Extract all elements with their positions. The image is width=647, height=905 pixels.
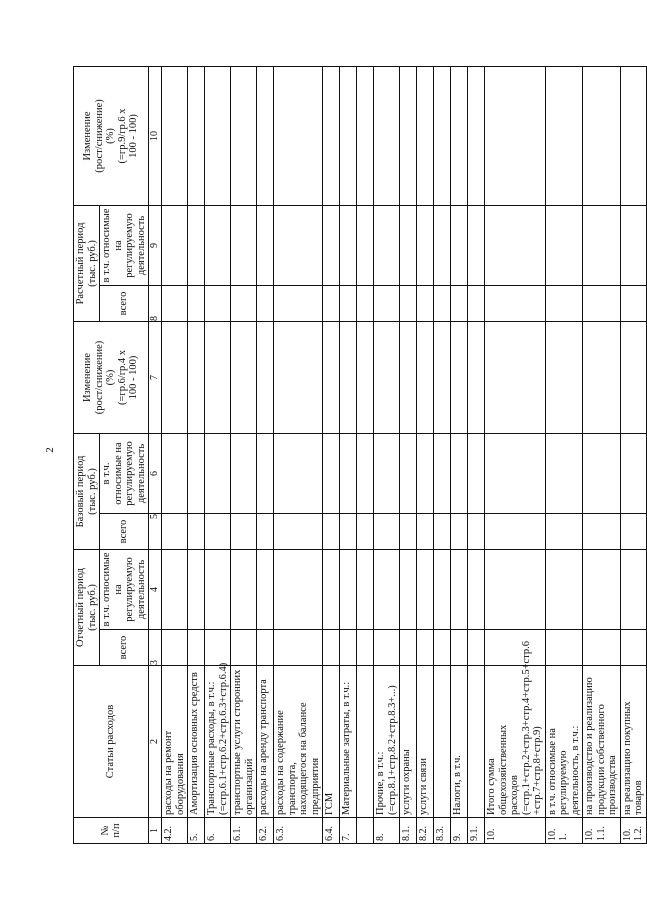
- value-cell: [400, 630, 417, 666]
- row-number: [357, 818, 374, 844]
- row-number: 8.3.: [434, 818, 451, 844]
- value-cell: [340, 514, 357, 550]
- row-article: [434, 666, 451, 818]
- header-forecast-period: Расчетный период (тыс. руб.): [74, 205, 100, 321]
- value-cell: [417, 433, 434, 513]
- value-cell: [620, 550, 646, 630]
- row-number: 4.2.: [162, 818, 188, 844]
- value-cell: [417, 66, 434, 205]
- value-cell: [257, 433, 274, 513]
- value-cell: [257, 514, 274, 550]
- value-cell: [374, 205, 400, 285]
- table-row: [400, 66, 417, 843]
- column-number: 5: [149, 514, 162, 550]
- value-cell: [188, 630, 205, 666]
- value-cell: [374, 433, 400, 513]
- value-cell: [205, 514, 231, 550]
- value-cell: [583, 433, 621, 513]
- value-cell: [257, 205, 274, 285]
- row-number: 10. 1.2.: [620, 818, 646, 844]
- value-cell: [374, 321, 400, 433]
- value-cell: [485, 321, 546, 433]
- value-cell: [434, 285, 451, 321]
- row-article: ГСМ: [323, 666, 340, 818]
- value-cell: [451, 66, 468, 205]
- value-cell: [188, 514, 205, 550]
- value-cell: [468, 630, 485, 666]
- table-row: [545, 66, 583, 843]
- value-cell: [583, 205, 621, 285]
- value-cell: [400, 433, 417, 513]
- value-cell: [620, 66, 646, 205]
- value-cell: [620, 285, 646, 321]
- value-cell: [434, 205, 451, 285]
- table-row: [257, 66, 274, 843]
- value-cell: [583, 66, 621, 205]
- value-cell: [620, 321, 646, 433]
- column-number: 8: [149, 285, 162, 321]
- table-row: [323, 66, 340, 843]
- value-cell: [340, 630, 357, 666]
- value-cell: [400, 205, 417, 285]
- table-row: [188, 66, 205, 843]
- value-cell: [434, 514, 451, 550]
- value-cell: [545, 630, 583, 666]
- value-cell: [417, 550, 434, 630]
- table-row: [205, 66, 231, 843]
- row-article: [357, 666, 374, 818]
- value-cell: [485, 433, 546, 513]
- table-row: [274, 66, 323, 843]
- value-cell: [323, 321, 340, 433]
- value-cell: [323, 205, 340, 285]
- value-cell: [274, 630, 323, 666]
- column-number: 2: [149, 666, 162, 818]
- value-cell: [434, 550, 451, 630]
- value-cell: [231, 285, 257, 321]
- value-cell: [417, 285, 434, 321]
- value-cell: [451, 550, 468, 630]
- value-cell: [188, 321, 205, 433]
- value-cell: [451, 630, 468, 666]
- row-number: 9.1.: [468, 818, 485, 844]
- row-article: на производство и реализацию продукции собственного производства: [583, 666, 621, 818]
- value-cell: [323, 66, 340, 205]
- value-cell: [340, 205, 357, 285]
- row-number: 8.1.: [400, 818, 417, 844]
- value-cell: [545, 285, 583, 321]
- row-number: 8.2.: [417, 818, 434, 844]
- value-cell: [274, 66, 323, 205]
- value-cell: [620, 514, 646, 550]
- expense-table-body: [162, 66, 647, 843]
- value-cell: [620, 630, 646, 666]
- value-cell: [323, 630, 340, 666]
- row-number: 7.: [340, 818, 357, 844]
- value-cell: [468, 205, 485, 285]
- row-number: 6.3.: [274, 818, 323, 844]
- table-row: [374, 66, 400, 843]
- table-row: [231, 66, 257, 843]
- column-number: 4: [149, 550, 162, 630]
- row-article: Амортизация основных средств: [188, 666, 205, 818]
- value-cell: [468, 550, 485, 630]
- expense-table: [73, 66, 647, 844]
- value-cell: [205, 285, 231, 321]
- value-cell: [485, 285, 546, 321]
- value-cell: [274, 550, 323, 630]
- value-cell: [274, 205, 323, 285]
- table-row: [620, 66, 646, 843]
- value-cell: [274, 433, 323, 513]
- value-cell: [231, 550, 257, 630]
- value-cell: [545, 514, 583, 550]
- header-regulated-reporting: в т.ч. относимые на регулируемую деятельность: [100, 550, 149, 630]
- value-cell: [451, 514, 468, 550]
- value-cell: [323, 285, 340, 321]
- column-number: 3: [149, 630, 162, 666]
- value-cell: [205, 66, 231, 205]
- value-cell: [583, 550, 621, 630]
- value-cell: [357, 514, 374, 550]
- column-number: 6: [149, 433, 162, 513]
- value-cell: [340, 550, 357, 630]
- value-cell: [374, 630, 400, 666]
- value-cell: [274, 514, 323, 550]
- value-cell: [340, 66, 357, 205]
- row-article: расходы на содержание транспорта, находящегося на балансе предприятия: [274, 666, 323, 818]
- value-cell: [188, 205, 205, 285]
- column-number-row: [149, 66, 162, 843]
- value-cell: [468, 433, 485, 513]
- page-number: 2: [44, 447, 56, 453]
- value-cell: [205, 321, 231, 433]
- row-number: 10. 1.: [545, 818, 583, 844]
- row-number: 8.: [374, 818, 400, 844]
- value-cell: [340, 433, 357, 513]
- row-article: услуги связи: [417, 666, 434, 818]
- table-row: [468, 66, 485, 843]
- table-row: [451, 66, 468, 843]
- header-articles: Статьи расходов: [74, 666, 149, 818]
- row-number: 6.: [205, 818, 231, 844]
- value-cell: [417, 321, 434, 433]
- row-article: Транспортные расходы, в т.ч.: (=стр.6.1+стр.6.2+стр.6.3+стр.6.4): [205, 666, 231, 818]
- value-cell: [162, 66, 188, 205]
- row-article: услуги охраны: [400, 666, 417, 818]
- value-cell: [417, 630, 434, 666]
- table-row: [162, 66, 188, 843]
- value-cell: [231, 630, 257, 666]
- value-cell: [485, 66, 546, 205]
- value-cell: [323, 550, 340, 630]
- value-cell: [357, 285, 374, 321]
- value-cell: [357, 321, 374, 433]
- value-cell: [231, 321, 257, 433]
- value-cell: [583, 321, 621, 433]
- table-row: [417, 66, 434, 843]
- value-cell: [400, 321, 417, 433]
- header-regulated-base: в т.ч. относимые на регулируемую деятельность: [100, 433, 149, 513]
- header-total-reporting: всего: [100, 630, 149, 666]
- value-cell: [231, 514, 257, 550]
- value-cell: [620, 433, 646, 513]
- row-article: Итого сумма общехозяйственных расходов (=стр.1+стр.2+стр.3+стр.4+стр.5+стр.6 +стр.7+стр.8+стр.9): [485, 666, 546, 818]
- value-cell: [468, 514, 485, 550]
- value-cell: [545, 321, 583, 433]
- value-cell: [357, 66, 374, 205]
- value-cell: [205, 630, 231, 666]
- header-no: № п/п: [74, 818, 149, 844]
- row-number: 6.4.: [323, 818, 340, 844]
- value-cell: [620, 205, 646, 285]
- value-cell: [374, 285, 400, 321]
- value-cell: [357, 550, 374, 630]
- value-cell: [340, 321, 357, 433]
- table-row: [434, 66, 451, 843]
- value-cell: [451, 321, 468, 433]
- value-cell: [162, 321, 188, 433]
- header-base-period: Базовый период (тыс. руб.): [74, 433, 100, 549]
- row-article: на реализацию покупных товаров: [620, 666, 646, 818]
- value-cell: [583, 285, 621, 321]
- value-cell: [257, 550, 274, 630]
- value-cell: [340, 285, 357, 321]
- header-regulated-forecast: в т.ч. относимые на регулируемую деятельность: [100, 205, 149, 285]
- value-cell: [451, 285, 468, 321]
- header-total-forecast: всего: [100, 285, 149, 321]
- value-cell: [231, 66, 257, 205]
- value-cell: [162, 630, 188, 666]
- value-cell: [188, 550, 205, 630]
- value-cell: [451, 433, 468, 513]
- value-cell: [323, 433, 340, 513]
- value-cell: [257, 285, 274, 321]
- row-number: 10.: [485, 818, 546, 844]
- row-article: [468, 666, 485, 818]
- row-number: 10. 1.1.: [583, 818, 621, 844]
- value-cell: [417, 514, 434, 550]
- value-cell: [485, 514, 546, 550]
- table-row: [583, 66, 621, 843]
- value-cell: [545, 66, 583, 205]
- value-cell: [485, 205, 546, 285]
- value-cell: [162, 205, 188, 285]
- header-total-base: всего: [100, 514, 149, 550]
- value-cell: [323, 514, 340, 550]
- value-cell: [468, 285, 485, 321]
- value-cell: [188, 285, 205, 321]
- value-cell: [257, 321, 274, 433]
- value-cell: [205, 433, 231, 513]
- value-cell: [205, 550, 231, 630]
- row-number: 6.1.: [231, 818, 257, 844]
- value-cell: [400, 285, 417, 321]
- value-cell: [485, 550, 546, 630]
- value-cell: [434, 66, 451, 205]
- value-cell: [274, 321, 323, 433]
- row-number: 5.: [188, 818, 205, 844]
- value-cell: [583, 514, 621, 550]
- table-row: [340, 66, 357, 843]
- row-number: 9.: [451, 818, 468, 844]
- value-cell: [468, 321, 485, 433]
- value-cell: [162, 433, 188, 513]
- value-cell: [374, 550, 400, 630]
- value-cell: [357, 433, 374, 513]
- value-cell: [468, 66, 485, 205]
- expense-table-sheet: [73, 67, 644, 844]
- value-cell: [545, 433, 583, 513]
- column-number: 1: [149, 818, 162, 844]
- header-change-1: Изменение (рост/снижение) (%) (=гр.6/гр.4 х 100 - 100): [74, 321, 149, 433]
- value-cell: [400, 550, 417, 630]
- value-cell: [583, 630, 621, 666]
- value-cell: [162, 514, 188, 550]
- value-cell: [485, 630, 546, 666]
- value-cell: [374, 66, 400, 205]
- value-cell: [257, 66, 274, 205]
- row-article: транспортные услуги сторонних организаций: [231, 666, 257, 818]
- row-article: Прочие, в т.ч.: (=стр.8.1+стр.8.2+стр.8.3+...): [374, 666, 400, 818]
- table-row: [357, 66, 374, 843]
- header-reporting-period: Отчетный период (тыс. руб.): [74, 550, 100, 666]
- value-cell: [205, 205, 231, 285]
- value-cell: [434, 630, 451, 666]
- value-cell: [417, 205, 434, 285]
- value-cell: [434, 321, 451, 433]
- value-cell: [274, 285, 323, 321]
- header-change-2: Изменение (рост/снижение) (%) (=гр.9/гр.6 х 100 - 100): [74, 66, 149, 205]
- row-article: расходы на ремонт оборудования: [162, 666, 188, 818]
- value-cell: [162, 550, 188, 630]
- value-cell: [400, 66, 417, 205]
- column-number: 7: [149, 321, 162, 433]
- value-cell: [231, 433, 257, 513]
- value-cell: [162, 285, 188, 321]
- column-number: 10: [149, 66, 162, 205]
- value-cell: [374, 514, 400, 550]
- row-article: Налоги, в т.ч.: [451, 666, 468, 818]
- row-article: Материальные затраты, в т.ч.:: [340, 666, 357, 818]
- value-cell: [188, 433, 205, 513]
- value-cell: [188, 66, 205, 205]
- row-article: расходы на аренду транспорта: [257, 666, 274, 818]
- column-number: 9: [149, 205, 162, 285]
- value-cell: [357, 205, 374, 285]
- value-cell: [231, 205, 257, 285]
- value-cell: [545, 205, 583, 285]
- value-cell: [257, 630, 274, 666]
- value-cell: [434, 433, 451, 513]
- value-cell: [545, 550, 583, 630]
- value-cell: [400, 514, 417, 550]
- table-row: [485, 66, 546, 843]
- value-cell: [357, 630, 374, 666]
- row-article: в т.ч. относимые на регулируемую деятельность, в т.ч.:: [545, 666, 583, 818]
- value-cell: [451, 205, 468, 285]
- row-number: 6.2.: [257, 818, 274, 844]
